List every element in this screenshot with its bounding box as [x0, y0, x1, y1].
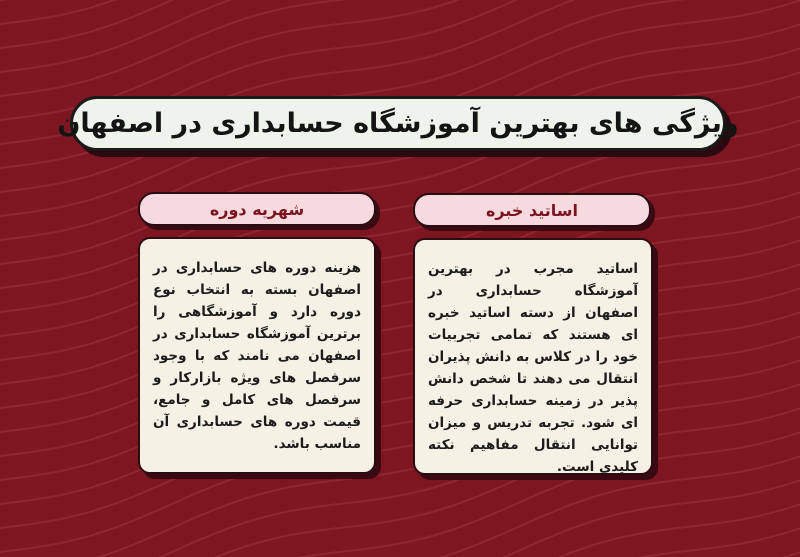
- section-heading-tuition: [138, 192, 376, 226]
- wave-line: [0, 257, 800, 483]
- wave-line: [0, 41, 800, 267]
- wave-line: [0, 209, 800, 435]
- title-banner: [57, 96, 739, 151]
- wave-line: [0, 161, 800, 387]
- section-heading-tuition-label: شهریه دوره: [209, 199, 305, 219]
- section-heading-experts-label: اساتید خبره: [485, 200, 579, 220]
- wave-line: [0, 0, 800, 50]
- wave-line: [0, 329, 800, 555]
- section-card-experts: [413, 238, 653, 475]
- wave-line: [0, 281, 800, 507]
- wave-line: [0, 497, 800, 557]
- section-heading-experts: [413, 193, 651, 227]
- wave-line: [0, 185, 800, 411]
- page-title: ویژگی های بهترین آموزشگاه حسابداری در اصفهان: [57, 108, 739, 139]
- section-body-tuition: هزینه دوره های حسابداری در اصفهان بسته به انتخاب نوع دوره دارد و آموزشگاهی را برترین آموزشگاه حسابداری در اصفهان می نامند که با وجود سرفصل های ویژه بازارکار و سرفصل های کامل و جامع، قیمت دوره های حسابداری آن مناسب باشد.: [153, 260, 361, 452]
- wave-line: [0, 425, 800, 557]
- section-body-experts: اساتید مجرب در بهترین آموزشگاه حسابداری در اصفهان از دسته اساتید خبره ای هستند که تمامی تجربیات خود را در کلاس به دانش پذیران انتقال می دهند تا شخص دانش پذیر در زمینه حسابداری حرفه ای شود. تجربه تدریس و میزان توانایی انتقال مفاهیم نکته کلیدی است.: [428, 261, 638, 475]
- wave-line: [0, 233, 800, 459]
- wave-line: [0, 137, 800, 363]
- wave-line: [0, 377, 800, 557]
- section-card-tuition: [138, 237, 376, 474]
- wave-line: [0, 305, 800, 531]
